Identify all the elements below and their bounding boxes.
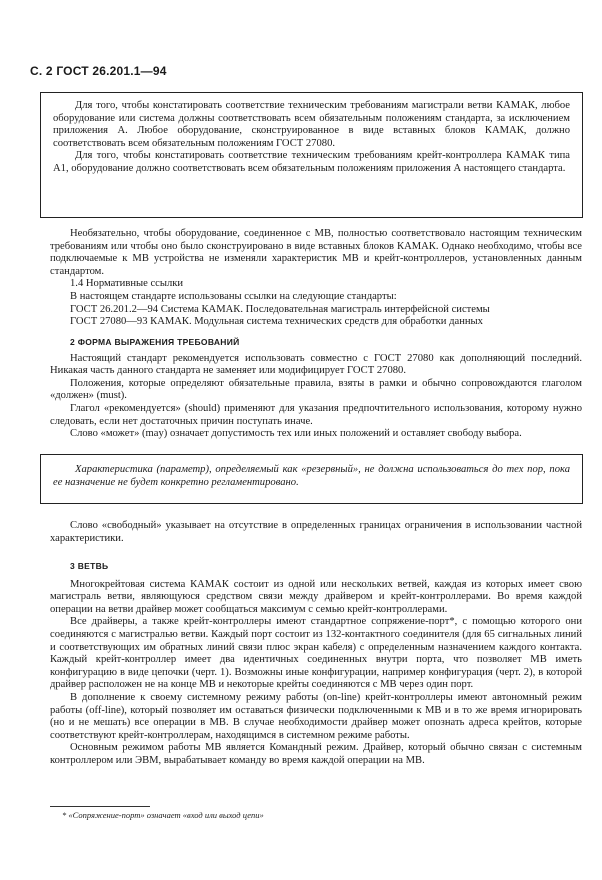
free-word-text — [50, 520, 582, 545]
paragraph: Все драйверы, а также крейт-контроллеры имеют стандартное сопряжение-порт*, с помощью которого они соединяются с магистралью ветви. Каждый порт состоит из 132-контактного соединителя (для 65 сигнальных линий и соответствующих им обратных линий связи плюс экран кабеля) с определенным назначением каждого контакта. Каждый крейт-контроллер имеет два идентичных соединенных внутри порта, что позволяет МВ иметь конфигурацию в виде цепочки (черт. 1). Возможны иные конфигурации, например конфигурация (черт. 2), в которой драйвер расположен не на конце МВ и некоторые крейты соединяются с МВ через один порт. — [50, 616, 582, 691]
refs-heading: 1.4 Нормативные ссылки — [70, 278, 184, 290]
paragraph: Глагол «рекомендуется» (should) применяют для указания предпочтительного использования, которому нужно следовать, если нет достаточных причин поступать иначе. — [50, 402, 582, 427]
paragraph: Слово «может» (may) означает допустимость тех или иных положений и оставляет свободу выбора. — [70, 428, 522, 440]
mandatory-requirements-box — [40, 92, 583, 218]
paragraph: Слово «свободный» указывает на отсутствие в определенных границах ограничения в использовании частной характеристики. — [50, 520, 582, 544]
footnote: * «Сопряжение-порт» означает «вход или выход цепи» — [62, 810, 264, 820]
section-3 — [50, 560, 582, 768]
paragraph: Необязательно, чтобы оборудование, соединенное с МВ, полностью соответствовало настоящим техническим требованиям или чтобы оно было сконструировано в виде вставных блоков КАМАК. Однако необходимо, чтобы все подключаемые к МВ устройства не изменяли характеристик МВ и крейт-контроллеров, установленных данным стандартом. — [50, 228, 582, 277]
ref-item: ГОСТ 27080—93 КАМАК. Модульная система технических средств для обработки данных — [70, 316, 483, 328]
page-header: С. 2 ГОСТ 26.201.1—94 — [30, 64, 167, 78]
footnote-divider — [50, 806, 150, 807]
paragraph: Многокрейтовая система КАМАК состоит из одной или нескольких ветвей, каждая из которых имеет свою магистраль ветви, являющуюся средством связи между драйвером и крейт-контроллерами. Во время каждой операции на ветви драйвер может сообщаться максимум с семью крейт-контроллерами. — [50, 578, 582, 615]
ref-item: ГОСТ 26.201.2—94 Система КАМАК. Последовательная магистраль интерфейсной системы — [70, 303, 490, 315]
box-paragraph: Для того, чтобы констатировать соответствие техническим требованиям магистрали ветви КАМАК, любое оборудование или система должны соответствовать всем обязательным положениям стандарта, за исключением приложения А. Любое оборудование, сконструированное в виде вставных блоков КАМАК, должно соответствовать всем обязательным положениям ГОСТ 27080. — [53, 100, 570, 149]
section-title: 2 ФОРМА ВЫРАЖЕНИЯ ТРЕБОВАНИЙ — [70, 337, 240, 347]
box-paragraph: Для того, чтобы констатировать соответствие техническим требованиям крейт-контроллера КАМАК типа А1, оборудование должно соответствовать всем обязательным положениям приложения А настоящего стандарта. — [53, 150, 570, 174]
reserved-note-box — [40, 454, 583, 504]
box-paragraph: Характеристика (параметр), определяемый как «резервный», не должна использоваться до тех пор, пока ее назначение не будет конкретно регламентировано. — [53, 464, 570, 488]
section-title: 3 ВЕТВЬ — [70, 561, 109, 571]
scope-text — [50, 228, 582, 329]
paragraph: В дополнение к своему системному режиму работы (on-line) крейт-контроллеры имеют автономный режим работы (off-line), который позволяет им оставаться физически подключенными к МВ и в то же время игнорировать (но и не мешать) все операции в МВ. В случае необходимости драйвер может опознать адреса крейтов, которые соответствуют крейт-контроллерам, находящимся в системном режиме работы. — [50, 691, 582, 741]
paragraph: Настоящий стандарт рекомендуется использовать совместно с ГОСТ 27080 как дополняющий последний. Никакая часть данного стандарта не заменяет или модифицирует ГОСТ 27080. — [50, 352, 582, 377]
paragraph: Основным режимом работы МВ является Командный режим. Драйвер, который обычно связан с системным контроллером или ЭВМ, вырабатывает команду во время каждой операции на МВ. — [50, 742, 582, 766]
paragraph: Положения, которые определяют обязательные правила, взяты в рамки и обычно сопровождаются глаголом «должен» (must). — [50, 377, 582, 402]
refs-intro: В настоящем стандарте использованы ссылки на следующие стандарты: — [70, 290, 397, 302]
section-2 — [50, 336, 582, 441]
